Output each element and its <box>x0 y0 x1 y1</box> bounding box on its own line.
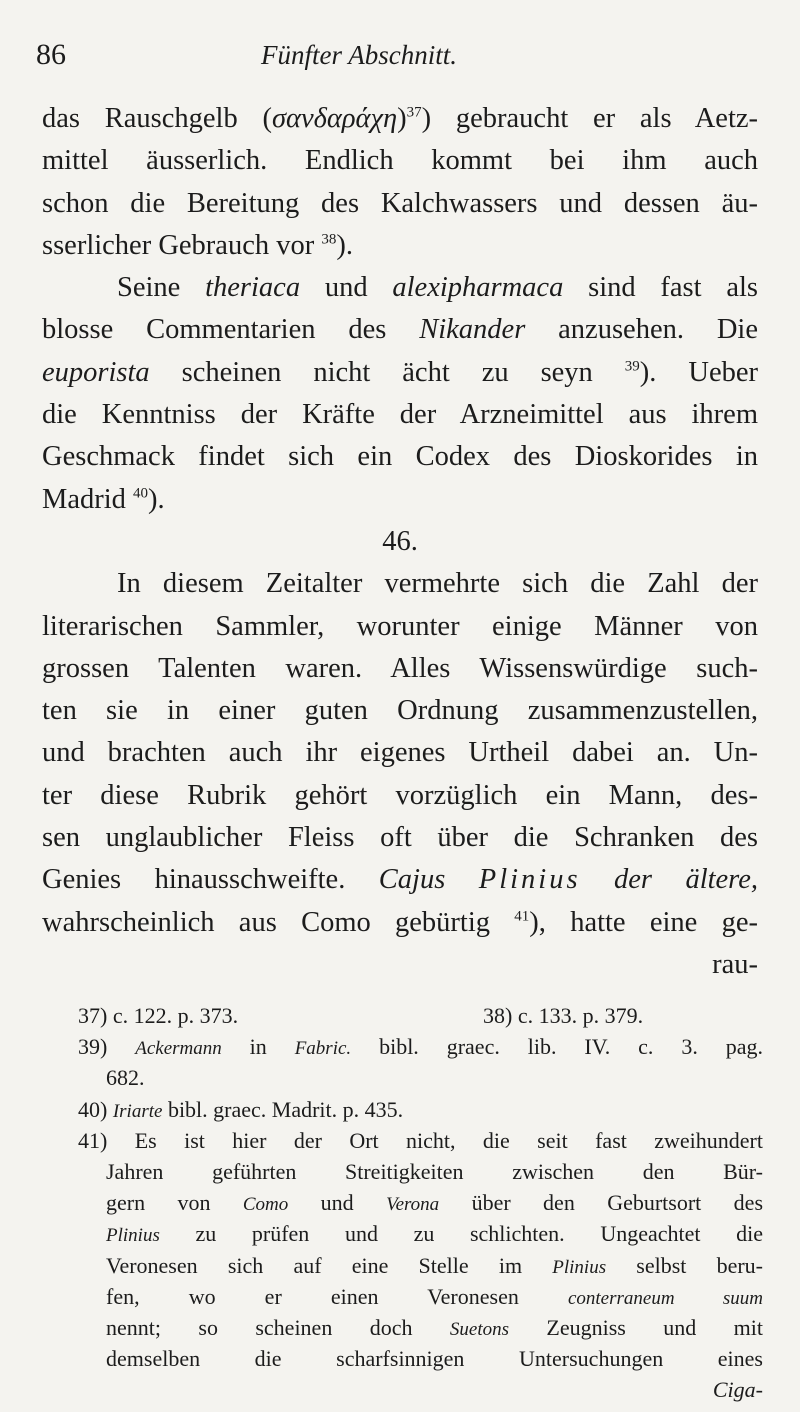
text-line: die Kenntniss der Kräfte der Arzneimittel aus ihrem <box>42 399 758 431</box>
footnote-ref: 37 <box>406 104 422 121</box>
text-line: ten sie in einer guten Ordnung zusammenzustellen, <box>42 695 758 727</box>
text-line: schon die Bereitung des Kalchwassers und dessen äu- <box>42 187 758 219</box>
running-head: Fünfter Abschnitt. <box>261 40 457 70</box>
footnote-37: 37) c. 122. p. 373. <box>78 1003 239 1028</box>
footnote-ref: 39 <box>624 358 640 375</box>
text-line: sserlicher Gebrauch vor $^{38}$). <box>42 229 353 261</box>
section-number: 46. <box>382 525 418 557</box>
text-line: ter diese Rubrik gehört vorzüglich ein Mann, des- <box>42 779 758 811</box>
text-line: blosse Commentarien des Nikander anzusehen. Die <box>42 314 758 346</box>
page-number: 86 <box>36 38 66 71</box>
catchword: rau- <box>712 948 758 980</box>
text-line: Madrid $^{40}$). <box>42 483 165 515</box>
text-line: grossen Talenten waren. Alles Wissenswürdige such- <box>42 652 758 684</box>
footnote-37-38 <box>78 1000 763 1031</box>
footnote-41-cont: fen, wo er einen Veronesen conterraneum suum <box>106 1283 764 1309</box>
text-line: das Rauschgelb $(\sigma\alpha\nu\delta\alpha\rho ά\chi\eta)^{37}$) gebraucht er als Aetz- <box>42 103 759 134</box>
footnote-41-cont: Veronesen sich auf eine Stelle im Plinius selbst beru- <box>106 1252 763 1278</box>
text-line: wahrscheinlich aus Como gebürtig $^{41}$), hatte eine ge- <box>42 906 758 938</box>
footnote-41-cont: demselben die scharfsinnigen Untersuchungen eines <box>106 1346 763 1372</box>
page-header <box>36 38 760 78</box>
footnote-39-cont: 682. <box>106 1065 145 1091</box>
footnote-41-cont: nennt; so scheinen doch Suetons Zeugniss und mit <box>106 1314 763 1340</box>
text-line: Geschmack findet sich ein Codex des Dioskorides in <box>42 441 758 473</box>
text-line: Seine theriaca und alexipharmaca sind fast als <box>117 272 758 304</box>
text-line: Genies hinausschweifte. Cajus Plinius der ältere, <box>42 864 758 896</box>
footnote-40: 40) Iriarte bibl. graec. Madrit. p. 435. <box>78 1096 404 1122</box>
footnote-41-cont: Plinius zu prüfen und zu schlichten. Ungeachtet die <box>106 1221 763 1247</box>
footnote-ref: 38 <box>321 231 337 248</box>
footnotes <box>78 1000 763 1405</box>
text-line: und brachten auch ihr eigenes Urtheil dabei an. Un- <box>42 737 758 769</box>
footnote-39: 39) Ackermann in Fabric. bibl. graec. lib. IV. c. 3. pag. <box>78 1034 763 1060</box>
main-text <box>42 98 758 986</box>
text-line: sen unglaublicher Fleiss oft über die Schranken des <box>42 822 758 854</box>
footnote-41: 41) Es ist hier der Ort nicht, die seit fast zweihundert <box>78 1127 763 1153</box>
catchword: Ciga- <box>712 1377 763 1403</box>
footnote-41-cont: Jahren geführten Streitigkeiten zwischen den Bür- <box>106 1158 763 1184</box>
text-line: mittel äusserlich. Endlich kommt bei ihm auch <box>42 145 758 177</box>
text-line: literarischen Sammler, worunter einige Männer von <box>42 610 758 642</box>
text-line: In diesem Zeitalter vermehrte sich die Zahl der <box>117 568 758 600</box>
footnote-38: 38) c. 133. p. 379. <box>483 1003 644 1028</box>
footnote-41-cont: gern von Como und Verona über den Geburtsort des <box>106 1190 764 1216</box>
footnote-ref: 40 <box>133 485 149 502</box>
footnote-ref: 41 <box>514 908 530 925</box>
text-line: euporista scheinen nicht ächt zu seyn $^{39}$). Ueber <box>42 356 758 388</box>
